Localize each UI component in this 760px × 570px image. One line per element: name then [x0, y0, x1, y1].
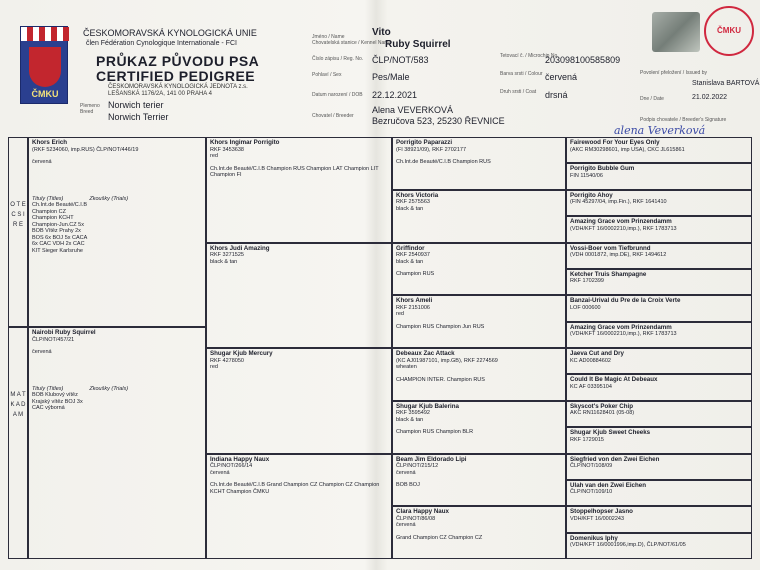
dog-sex: Pes/Male — [372, 72, 410, 82]
ancestor-reg: RKF 2575563 — [396, 199, 430, 206]
ancestor-reg: (AKC RM30298601, imp USA), CKC JL615861 — [570, 146, 685, 153]
breeder-address: Bezručova 523, 25230 ŘEVNICE — [372, 116, 505, 126]
title-cz: PRŮKAZ PŮVODU PSA — [96, 53, 260, 69]
pedigree-cell — [392, 454, 566, 507]
pedigree-cell — [566, 216, 752, 242]
pedigree-cell — [206, 348, 392, 454]
dog-name: Vito — [372, 27, 391, 38]
ancestor-titles: CHAMPION INTER. Champion RUS — [396, 376, 485, 383]
pedigree-cell — [566, 480, 752, 506]
ancestor-titles: Champion RUS Champion Jun RUS — [396, 323, 485, 330]
ancestor-name: Debeaux Zac Attack — [396, 350, 455, 357]
ancestor-name: Beam Jim Eldorado Lipi — [396, 455, 467, 463]
ancestor-reg: RKF 1729015 — [570, 436, 604, 443]
dog-chip: 203098100585809 — [545, 55, 621, 65]
ancestor-reg: ČLP/NOT/215/12 — [396, 463, 439, 469]
label-colour: Barva srsti / Colour — [500, 71, 543, 77]
ancestor-name: Porrigito Bubble Gum — [570, 165, 635, 173]
pedigree-cell — [392, 506, 566, 559]
ancestor-name: Porrigito Paparazzi — [396, 139, 453, 146]
pedigree-cell — [566, 348, 752, 374]
official-stamp: ČMKU — [704, 6, 754, 56]
pedigree-cell — [566, 401, 752, 427]
dam-titles: BOB Klubový vítěz Krajský vítěz BOJ 3x CAC výborná — [32, 392, 83, 411]
label-sex: Pohlaví / Sex — [312, 72, 342, 78]
pedigree-cell — [566, 533, 752, 559]
dog-dob: 22.12.2021 — [372, 90, 418, 100]
ancestor-titles: Ch.Int.de Beauté/C.I.B Champion RUS Champion LAT Champion LIT Champion FI — [210, 165, 379, 178]
sire-titles: Ch.Int.de Beauté/C.I.B Champion CZ Champion KCHT Champion-Jun.CZ 5x BOB Vítěz Prahy 2x BOS 6x BOJ 5x CACA 6x CAC VDH 2x CAC KIT Sieger Karlsruhe — [32, 202, 88, 254]
ancestor-colour: black & tan — [396, 205, 424, 212]
logo-shield-icon — [29, 47, 61, 87]
logo-stripe — [21, 27, 69, 41]
pedigree-cell — [206, 137, 392, 243]
ancestor-titles: Ch.Int.de Beauté/C.I.B Grand Champion CZ Champion CZ Champion KCHT Champion ČMKU — [210, 482, 380, 495]
label-reg: Číslo zápisu / Reg. No. — [312, 56, 364, 62]
ancestor-name: Shugar Kjub Mercury — [210, 350, 273, 357]
label-station: Chovatelská stanice / Kennel Name — [312, 40, 392, 46]
ancestor-name: Ketcher Truis Shampagne — [570, 270, 647, 278]
ancestor-name: Porrigito Ahoy — [570, 191, 613, 199]
ancestor-name: Khors Ingimar Porrigito — [210, 139, 280, 146]
ancestor-name: Amazing Grace vom Prinzendamm — [570, 218, 672, 226]
ancestor-colour: červená — [396, 522, 416, 529]
pedigree-cell — [206, 243, 392, 349]
fci-line: člen Fédération Cynologique Internationale - FCI — [86, 40, 237, 47]
ancestor-name: Siegfried von den Zwei Eichen — [570, 455, 660, 463]
ancestor-name: Skyscot's Poker Chip — [570, 402, 634, 410]
dog-colour: červená — [545, 72, 578, 82]
dog-reg: ČLP/NOT/583 — [372, 55, 429, 65]
sire-cell — [28, 137, 206, 327]
pedigree-cell — [566, 190, 752, 216]
ancestor-colour: red — [210, 153, 218, 159]
ancestor-name: Banzai-Urival du Pre de la Croix Verte — [570, 297, 681, 305]
label-date: Dne / Date — [640, 96, 664, 102]
ancestor-name: Griffindor — [396, 244, 425, 252]
pedigree-cell — [566, 243, 752, 269]
label-issued: Povolení přeložení / Issued by — [640, 70, 707, 76]
pedigree-cell — [392, 295, 566, 348]
breed-cz: Norwich terier — [108, 100, 164, 110]
pedigree-cell — [566, 269, 752, 295]
sire-colour: červená — [32, 159, 52, 165]
dam-reg: ČLP/NOT/457/21 — [32, 336, 75, 343]
pedigree-cell — [392, 243, 566, 296]
pedigree-cell — [206, 454, 392, 560]
ancestor-name: Stoppelhopser Jasno — [570, 508, 633, 516]
breeder-signature: alena Veverková — [614, 124, 706, 137]
ancestor-titles: Champion RUS — [396, 271, 435, 277]
ancestor-colour: red — [210, 364, 218, 370]
ancestor-reg: ČLP/NOT/86/08 — [396, 515, 436, 522]
ancestor-reg: LOF 000600 — [570, 304, 601, 311]
dog-coat: drsná — [545, 90, 568, 100]
dam-name: Nairobi Ruby Squirrel — [32, 329, 96, 336]
org-name: ČESKOMORAVSKÁ KYNOLOGICKÁ UNIE — [83, 28, 257, 38]
ancestor-name: Shugar Kjub Balerina — [396, 402, 459, 410]
ancestor-reg: KC AD00884602 — [570, 357, 611, 364]
hologram-sticker — [652, 12, 700, 52]
ancestor-reg: (VDH 0001872, imp.DE), RKF 1494612 — [570, 252, 667, 258]
ancestor-name: Indiana Happy Naux — [210, 455, 270, 463]
ancestor-reg: ČLP/NOT/266/14 — [210, 463, 253, 469]
sire-trials-header: Zkoušky (Trials) — [89, 195, 129, 202]
ancestor-colour: červená — [396, 469, 416, 476]
ancestor-name: Clara Happy Naux — [396, 508, 449, 516]
ancestor-name: Vossi-Boer vom Tiefbrunnd — [570, 244, 651, 252]
label-coat: Druh srsti / Coat — [500, 89, 537, 95]
pedigree-cell — [392, 137, 566, 190]
ancestor-reg: (VDH/KFT 16/0001996,imp.D), ČLP/NOT/61/05 — [570, 542, 686, 549]
issued-by: Stanislava BARTOVÁ — [692, 80, 760, 87]
ancestor-reg: RKF 3453638 — [210, 146, 244, 153]
pedigree-cell — [566, 163, 752, 189]
ancestor-name: Shugar Kjub Sweet Cheeks — [570, 429, 651, 437]
ancestor-reg: AKC RN11628401 (05-08) — [570, 410, 635, 417]
dam-titles-header: Tituly (Titles) — [32, 385, 64, 392]
ancestor-name: Khors Judi Amazing — [210, 244, 270, 252]
dam-cell — [28, 327, 206, 559]
ancestor-reg: ČLP/NOT/109/10 — [570, 489, 613, 496]
pedigree-cell — [566, 506, 752, 532]
ancestor-titles: Grand Champion CZ Champion CZ — [396, 534, 483, 541]
ancestor-reg: FIN 11540/06 — [570, 172, 603, 179]
sire-side-label: O T E C S I R E — [8, 137, 28, 327]
ancestor-colour: wheaten — [396, 364, 417, 370]
dam-trials-header: Zkoušky (Trials) — [89, 385, 129, 392]
ancestor-reg: RKF 2540937 — [396, 252, 430, 258]
ancestor-reg: RKF 4278050 — [210, 357, 244, 364]
ancestor-colour: black & tan — [210, 258, 238, 265]
ancestor-reg: (VDH/KFT 16/0002210,imp.), RKF 1783713 — [570, 331, 677, 338]
ancestor-name: Khors Victoria — [396, 191, 439, 199]
ancestor-reg: RKF 3595492 — [396, 410, 430, 417]
ancestor-colour: červená — [210, 469, 230, 476]
ancestor-colour: black & tan — [396, 416, 424, 423]
pedigree-cell — [566, 427, 752, 453]
ancestor-reg: VDH/KFT 16/0002243 — [570, 515, 625, 522]
label-tattoo: Tetovací č. / Microchip No. — [500, 53, 559, 59]
ancestor-name: Khors Ameli — [396, 297, 433, 305]
issue-date: 21.02.2022 — [692, 94, 728, 101]
ancestor-name: Fairewood For Your Eyes Only — [570, 139, 660, 146]
ancestor-reg: RKF 1702399 — [570, 278, 604, 285]
sire-name: Khors Erich — [32, 139, 68, 146]
title-en: CERTIFIED PEDIGREE — [96, 68, 256, 84]
label-name: Jméno / Name — [312, 34, 345, 40]
ancestor-reg: KC AF 03395104 — [570, 383, 612, 390]
ancestor-reg: (FIN 45297/04, imp.Fin.), RKF 1641410 — [570, 199, 667, 206]
pedigree-cell — [566, 374, 752, 400]
ancestor-name: Jaeva Cut and Dry — [570, 350, 624, 357]
ancestor-reg: ČLP/NOT/108/09 — [570, 463, 613, 469]
label-signature: Podpis chovatele / Breeder's Signature — [640, 117, 727, 123]
ancestor-colour: red — [396, 311, 404, 318]
pedigree-cell — [566, 137, 752, 163]
logo-text: ČMKU — [31, 89, 59, 99]
sire-titles-header: Tituly (Titles) — [32, 195, 64, 202]
dog-kennel: Ruby Squirrel — [385, 39, 451, 50]
union-line2: LEŠANSKÁ 1176/2A, 141 00 PRAHA 4 — [108, 91, 212, 97]
breed-en: Norwich Terrier — [108, 112, 169, 122]
ancestor-name: Domenikus Iphy — [570, 534, 618, 542]
pedigree-cell — [566, 454, 752, 480]
ancestor-name: Amazing Grace vom Prinzendamm — [570, 323, 672, 331]
pedigree-cell — [392, 401, 566, 454]
pedigree-cell — [392, 348, 566, 401]
ancestor-reg: (KC AJ01987101, imp.GB), RKF 2274569 — [396, 357, 498, 364]
breed-label-en: Breed — [80, 109, 94, 115]
ancestor-titles: BOB BOJ — [396, 482, 420, 488]
ancestor-reg: (FI 38921/09), RKF 2702177 — [396, 146, 467, 153]
pedigree-cell — [566, 322, 752, 348]
cmku-logo — [20, 26, 68, 104]
ancestor-name: Ulah van den Zwei Eichen — [570, 481, 646, 489]
ancestor-reg: (VDH/KFT 16/0002210,imp.), RKF 1783713 — [570, 225, 677, 232]
dam-colour: červená — [32, 349, 52, 355]
dam-side-label: M A T K A D A M — [8, 327, 28, 559]
union-line1: ČESKOMORAVSKÁ KYNOLOGICKÁ JEDNOTA z.s. — [108, 84, 248, 90]
ancestor-reg: RKF 3271525 — [210, 252, 244, 258]
ancestor-reg: RKF 2151006 — [396, 304, 430, 311]
label-breeder: Chovatel / Breeder — [312, 113, 354, 119]
ancestor-titles: Ch.Int.de Beauté/C.I.B Champion RUS — [396, 159, 491, 165]
ancestor-colour: black & tan — [396, 258, 424, 265]
label-dob: Datum narození / DOB — [312, 92, 363, 98]
sire-reg: (RKF 5234060, imp.RUS) ČLP/NOT/446/19 — [32, 146, 139, 153]
pedigree-cell — [392, 190, 566, 243]
ancestor-name: Could It Be Magic At Debeaux — [570, 376, 658, 384]
breed-label-cz: Plemeno — [80, 103, 100, 109]
pedigree-cell — [566, 295, 752, 321]
breeder-name: Alena VEVERKOVÁ — [372, 105, 454, 115]
ancestor-titles: Champion RUS Champion BLR — [396, 429, 474, 436]
